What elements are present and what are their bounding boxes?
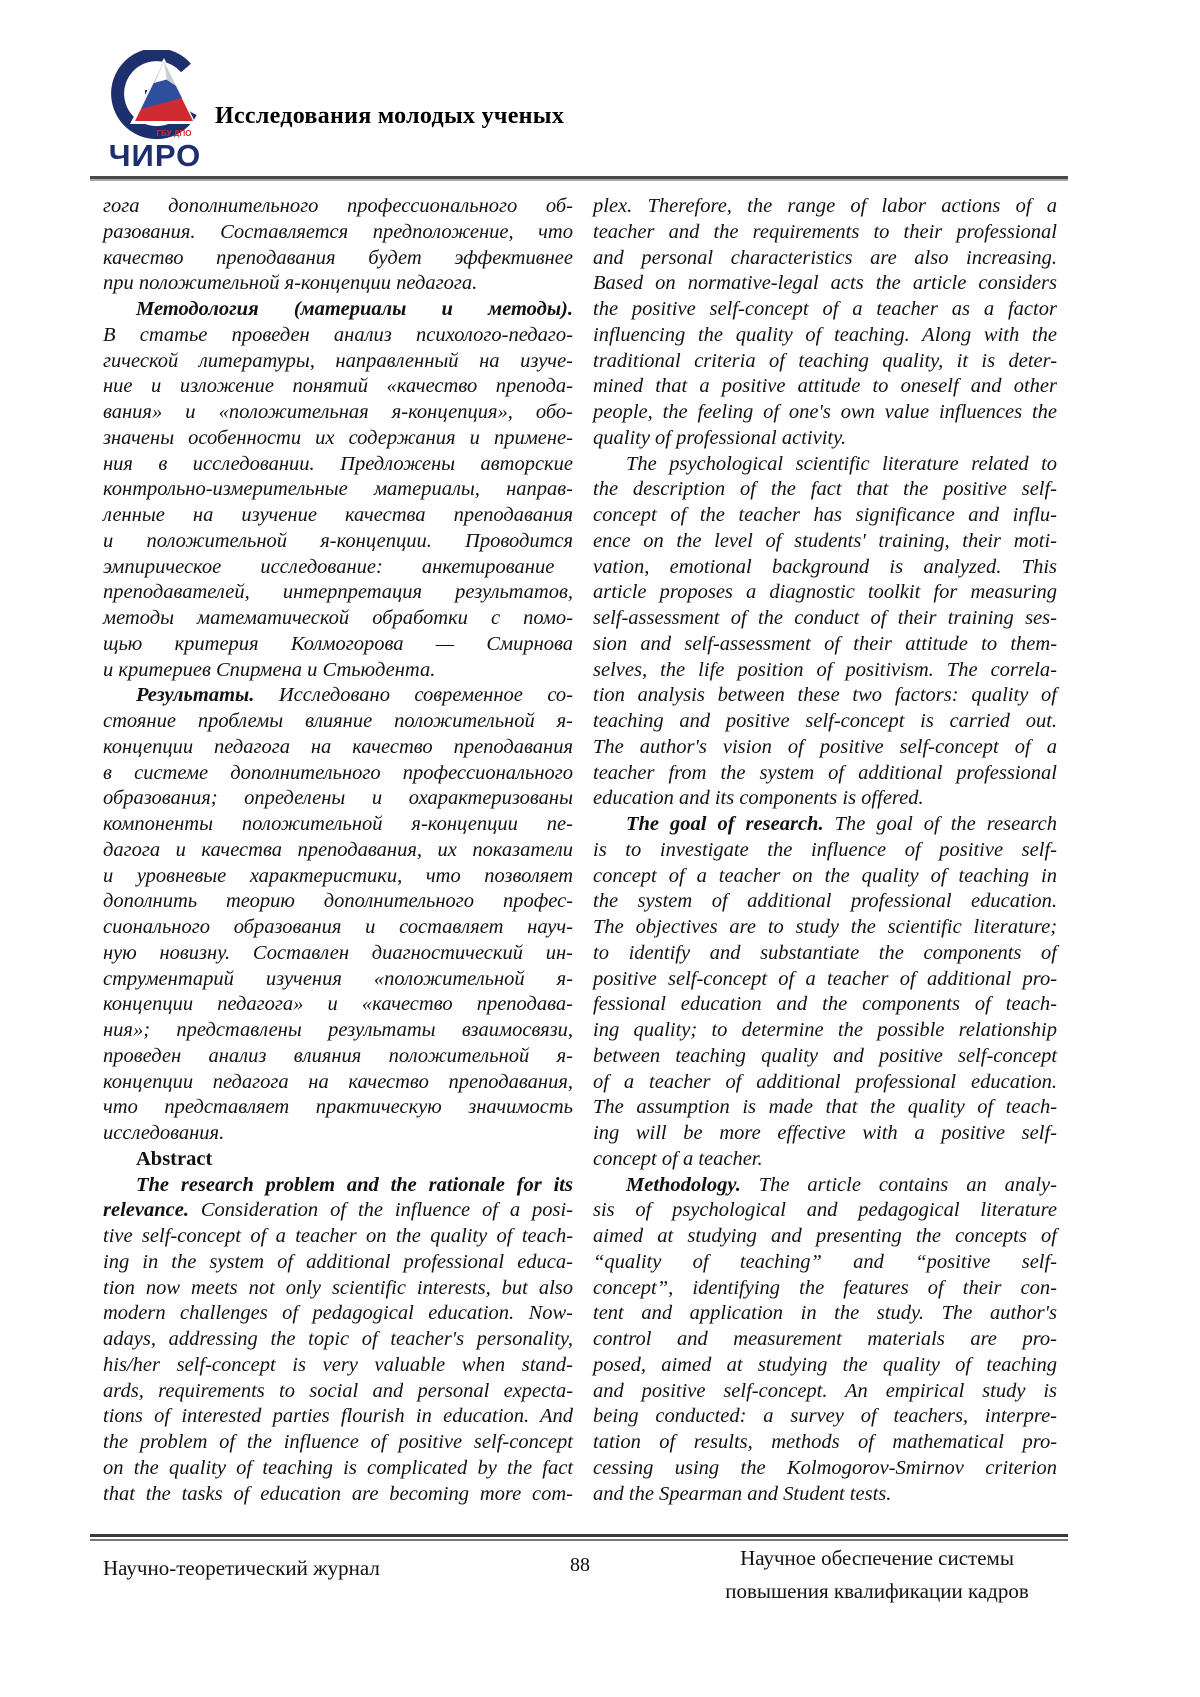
text-line: article proposes a diagnostic toolkit for measuring	[593, 581, 1057, 604]
text-line: контрольно-измерительные материалы, направ-	[103, 478, 573, 501]
text-line: ing quality; to determine the possible relationship	[593, 1019, 1057, 1041]
text-line: fessional education and the components of teach-	[593, 993, 1057, 1016]
section-title: Исследования молодых ученых	[215, 103, 565, 129]
text-line: concept of the teacher has significance and influ-	[593, 504, 1057, 526]
text-line: значены особенности их содержания и примене-	[103, 426, 573, 449]
text-line: The objectives are to study the scientific literature;	[593, 916, 1058, 938]
footer-journal-name-line2: повышения квалификации кадров	[725, 1579, 1029, 1603]
text-line: ence on the level of students' training, their moti-	[593, 529, 1057, 552]
logo-org-abbr: ЧИРО	[108, 138, 202, 172]
text-line: методы математической обработки с помо-	[103, 607, 573, 629]
text-line: “quality of teaching” and “positive self-	[593, 1250, 1058, 1273]
column-left	[103, 194, 573, 1507]
text-line: ния в исследовании. Предложены авторские	[103, 452, 573, 475]
text-line: The goal of research. The goal of the research	[626, 813, 1057, 835]
text-line: positive self-concept of a teacher of additional pro-	[593, 967, 1058, 990]
text-line: В статье проведен анализ психолого-педаго-	[103, 323, 573, 346]
text-line: The assumption is made that the quality of teach-	[593, 1096, 1058, 1119]
text-line: ние и изложение понятий «качество препода-	[103, 375, 574, 398]
column-right	[593, 194, 1057, 1507]
text-line: the positive self-concept of a teacher as a factor	[593, 298, 1057, 320]
text-line: modern challenges of pedagogical education. Now-	[103, 1302, 573, 1325]
footer-journal-name	[697, 1542, 1057, 1608]
text-line: гической литературы, направленный на изуче-	[103, 349, 573, 372]
text-line: Abstract	[136, 1147, 213, 1170]
text-line: posed, aimed at studying the quality of teaching	[593, 1353, 1057, 1376]
text-line: Результаты. Исследовано современное со-	[136, 684, 574, 707]
text-line: vation, emotional background is analyzed. This	[593, 555, 1057, 578]
text-line: ards, requirements to social and personal expecta-	[103, 1379, 574, 1402]
text-line: гога дополнительного профессионального об-	[103, 195, 573, 217]
text-line: that the tasks of education are becoming more com-	[103, 1482, 574, 1505]
text-line: в системе дополнительного профессионального	[103, 761, 573, 784]
text-line: on the quality of teaching is complicated by the fact	[103, 1456, 574, 1479]
text-line: проведен анализ влияния положительной я-	[103, 1044, 573, 1067]
text-line: дополнить теорию дополнительного профес-	[103, 890, 574, 913]
text-line: концепции педагога на качество преподавания	[103, 735, 573, 758]
text-line: tent and application in the study. The author's	[593, 1302, 1058, 1325]
text-line: исследования.	[103, 1122, 225, 1144]
text-line: teaching and positive self-concept is carried out.	[593, 710, 1058, 732]
text-line: being conducted: a survey of teachers, interpre-	[593, 1405, 1058, 1428]
text-line: и уровневые характеристики, что позволяет	[103, 864, 573, 887]
text-line: relevance. Consideration of the influence of a posi-	[103, 1199, 573, 1222]
text-line: tive self-concept of a teacher on the quality of teach-	[103, 1225, 574, 1247]
text-line: ленные на изучение качества преподавания	[103, 504, 573, 526]
text-line: разования. Составляется предположение, что	[103, 220, 573, 243]
text-line: aimed at studying and presenting the concepts of	[593, 1225, 1057, 1247]
text-line: образования; определены и охарактеризованы	[103, 787, 573, 810]
text-line: ing will be more effective with a positive self-	[593, 1122, 1057, 1144]
text-line: sis of psychological and pedagogical literature	[593, 1199, 1057, 1222]
text-line: и положительной я-концепции. Проводится	[103, 529, 573, 552]
text-line: influencing the quality of teaching. Along with the	[593, 323, 1057, 346]
text-line: and positive self-concept. An empirical study is	[593, 1379, 1058, 1402]
text-line: ния»; представлены результаты взаимосвязи,	[103, 1019, 573, 1041]
text-line: преподавателей, интерпретация результатов,	[103, 581, 574, 604]
text-line: сионального образования и составляет науч-	[103, 916, 574, 938]
text-line: щью критерия Колмогорова — Смирнова	[103, 632, 574, 655]
text-line: при положительной я-концепции педагога.	[103, 272, 478, 295]
text-line: teacher from the system of additional professional	[593, 761, 1058, 784]
text-line: people, the feeling of one's own value influences the	[593, 401, 1057, 423]
text-line: concept of a teacher.	[593, 1147, 763, 1170]
text-line: the system of additional professional education.	[593, 890, 1058, 913]
text-line: adays, addressing the topic of teacher's personality,	[103, 1328, 574, 1350]
text-line: tions of interested parties flourish in education. And	[103, 1405, 573, 1428]
text-line: education and its components is offered.	[593, 787, 924, 810]
text-line: between teaching quality and positive self-concept	[593, 1044, 1058, 1067]
text-line: control and measurement materials are pro-	[593, 1328, 1057, 1350]
chiro-logo	[98, 50, 216, 172]
text-line: стояние проблемы влияние положительной я-	[103, 710, 573, 732]
logo-org-type: ГБУ ДПО	[156, 129, 192, 138]
header-rule	[90, 176, 1068, 181]
text-line: self-assessment of the conduct of their training ses-	[593, 607, 1057, 629]
text-line: the problem of the influence of positive self-concept	[103, 1431, 573, 1453]
text-line: concept”, identifying the features of their con-	[593, 1276, 1057, 1299]
text-line: traditional criteria of teaching quality, it is deter-	[593, 349, 1058, 372]
text-line: sion and self-assessment of their attitude to them-	[593, 632, 1058, 655]
text-line: Based on normative-legal acts the article considers	[593, 272, 1057, 295]
text-line: Methodology. The article contains an analy-	[626, 1173, 1057, 1196]
footer-journal-type: Научно-теоретический журнал	[103, 1556, 380, 1580]
text-line: дагога и качества преподавания, их показатели	[103, 838, 574, 861]
text-line: эмпирическое исследование: анкетирование	[103, 555, 555, 578]
text-line: plex. Therefore, the range of labor actions of a	[593, 195, 1058, 217]
footer-journal-name-line1: Научное обеспечение системы	[740, 1546, 1014, 1570]
text-line: The psychological scientific literature related to	[626, 452, 1058, 475]
text-line: The research problem and the rationale for its	[136, 1173, 573, 1196]
text-line: and personal characteristics are also increasing.	[593, 246, 1057, 269]
text-line: и критериев Спирмена и Стьюдента.	[103, 658, 436, 681]
text-line: quality of professional activity.	[593, 426, 847, 449]
text-line: Методология (материалы и методы).	[136, 298, 573, 320]
text-line: что представляет практическую значимость	[103, 1096, 573, 1119]
text-line: tation of results, methods of mathematical pro-	[593, 1431, 1058, 1453]
text-line: tion now meets not only scientific interests, but also	[103, 1276, 573, 1299]
text-line: mined that a positive attitude to oneself and other	[593, 375, 1057, 398]
text-line: компоненты положительной я-концепции пе-	[103, 813, 573, 835]
text-line: концепции педагога на качество преподавания,	[103, 1070, 573, 1093]
text-line: selves, the life position of positivism. The correla-	[593, 658, 1057, 681]
text-line: вания» и «положительная я-концепция», обо-	[103, 401, 574, 423]
text-line: the description of the fact that the positive self-	[593, 478, 1058, 501]
text-line: ing in the system of additional professional educa-	[103, 1250, 573, 1273]
text-line: ную новизну. Составлен диагностический ин-	[103, 941, 573, 964]
text-line: to identify and substantiate the components of	[593, 941, 1057, 964]
text-line: концепции педагога» и «качество преподава-	[103, 993, 573, 1016]
footer-rule	[90, 1534, 1068, 1541]
text-line: tion analysis between these two factors: quality of	[593, 684, 1058, 707]
text-line: The author's vision of positive self-concept of a	[593, 735, 1058, 758]
text-line: cessing using the Kolmogorov-Smirnov criterion	[593, 1456, 1057, 1479]
footer-page-number: 88	[570, 1554, 590, 1576]
text-line: and the Spearman and Student tests.	[593, 1482, 892, 1505]
text-line: concept of a teacher on the quality of teaching in	[593, 864, 1057, 887]
text-line: is to investigate the influence of positive self-	[593, 838, 1057, 861]
text-line: of a teacher of additional professional education.	[593, 1070, 1058, 1093]
text-line: his/her self-concept is very valuable when stand-	[103, 1353, 573, 1376]
text-line: качество преподавания будет эффективнее	[103, 246, 573, 269]
text-line: teacher and the requirements to their professional	[593, 220, 1057, 243]
text-line: струментарий изучения «положительной я-	[103, 967, 573, 990]
